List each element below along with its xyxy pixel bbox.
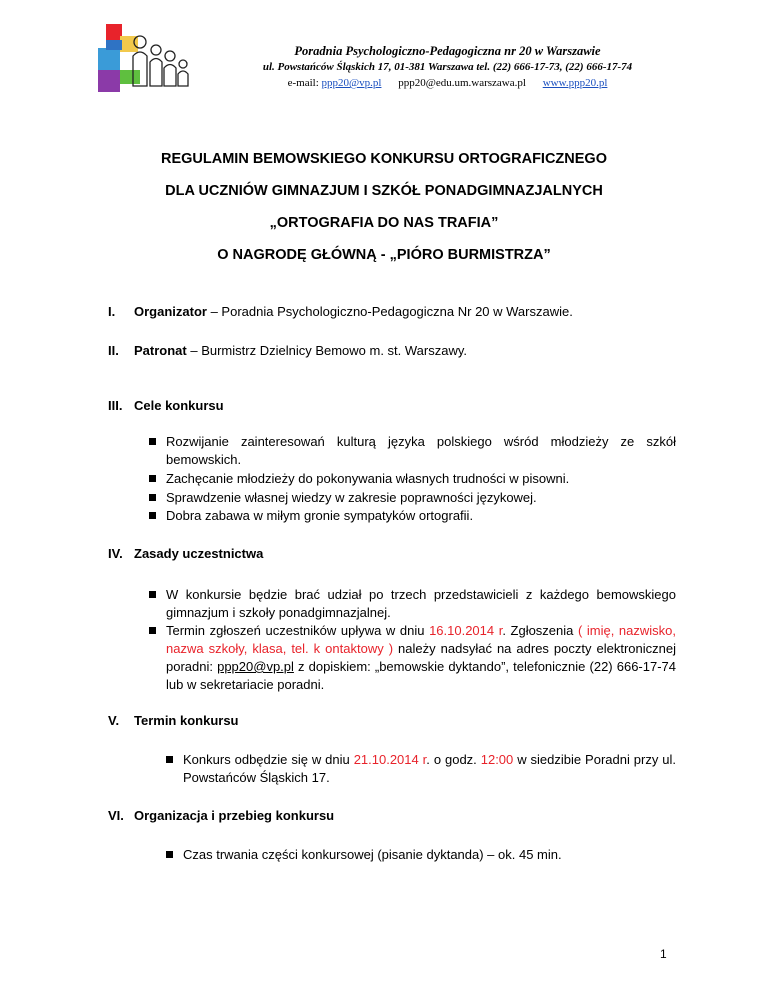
list-item-text: Zachęcanie młodzieży do pokonywania własnych trudności w pisowni. bbox=[166, 471, 570, 486]
bullet-icon bbox=[166, 851, 173, 858]
document-title-3: „ORTOGRAFIA DO NAS TRAFIA” bbox=[269, 215, 499, 231]
section-number: VI. bbox=[108, 808, 124, 823]
bullet-icon bbox=[149, 438, 156, 445]
list-item bbox=[166, 622, 676, 694]
section-number: III. bbox=[108, 398, 123, 413]
email-link[interactable]: ppp20@vp.pl bbox=[321, 77, 382, 89]
section-participation bbox=[108, 546, 263, 561]
list-item-text: Rozwijanie zainteresowań kulturą języka polskiego wśród młodzieży ze szkół bemowskich. bbox=[166, 434, 676, 467]
bullet-icon bbox=[149, 627, 156, 634]
text-part: w siedzibie Poradni przy ul. Powstańców Śląskich 17. bbox=[183, 752, 676, 785]
section-organizer bbox=[108, 304, 573, 319]
section-title: Organizacja i przebieg konkursu bbox=[134, 808, 335, 823]
institution-address: ul. Powstańców Śląskich 17, 01-381 Warszawa tel. (22) 666-17-73, (22) 666-17-74 bbox=[262, 61, 633, 73]
list-item-text: Dobra zabawa w miłym gronie sympatyków ortografii. bbox=[166, 508, 474, 523]
section-patronage bbox=[108, 343, 467, 358]
section-goals bbox=[108, 398, 224, 413]
list-item bbox=[183, 846, 676, 864]
document-title-4: O NAGRODĘ GŁÓWNĄ - „PIÓRO BURMISTRZA” bbox=[217, 247, 551, 263]
bullet-icon bbox=[149, 475, 156, 482]
document-title-2: DLA UCZNIÓW GIMNAZJUM I SZKÓŁ PONADGIMNAZJALNYCH bbox=[165, 183, 603, 199]
list-item bbox=[166, 586, 676, 622]
section-title: Zasady uczestnictwa bbox=[134, 546, 264, 561]
bullet-icon bbox=[149, 494, 156, 501]
section-number: II. bbox=[108, 343, 119, 358]
list-item bbox=[166, 470, 676, 488]
bullet-icon bbox=[149, 591, 156, 598]
page-number: 1 bbox=[660, 947, 667, 961]
section-number: V. bbox=[108, 713, 120, 728]
contest-date: 21.10.2014 r bbox=[353, 752, 427, 767]
list-item bbox=[166, 507, 676, 525]
section-number: IV. bbox=[108, 546, 123, 561]
text-part: Termin zgłoszeń uczestników upływa w dniu bbox=[166, 623, 430, 638]
contest-time: 12:00 bbox=[480, 752, 514, 767]
section-title: Patronat bbox=[134, 343, 187, 358]
section-text: – Poradnia Psychologiczno-Pedagogiczna Nr 20 w Warszawie. bbox=[206, 304, 573, 319]
document-title-1: REGULAMIN BEMOWSKIEGO KONKURSU ORTOGRAFICZNEGO bbox=[160, 151, 607, 167]
list-item-text: W konkursie będzie brać udział po trzech przedstawicieli z każdego bemowskiego gimnazjum i szkoły ponadgimnazjalnej. bbox=[166, 587, 676, 620]
bullet-icon bbox=[166, 756, 173, 763]
section-text: – Burmistrz Dzielnicy Bemowo m. st. Warszawy. bbox=[186, 343, 468, 358]
section-number: I. bbox=[108, 304, 116, 319]
email-label: e-mail: bbox=[287, 77, 319, 89]
text-part: z dopiskiem: „bemowskie dyktando”, telefonicznie (22) 666-17-74 lub w sekretariacie poradni. bbox=[166, 659, 676, 692]
contact-email-link[interactable]: ppp20@vp.pl bbox=[217, 659, 294, 674]
section-title: Cele konkursu bbox=[134, 398, 224, 413]
text-part: należy nadsyłać na adres poczty elektronicznej poradni: bbox=[166, 641, 676, 674]
list-item bbox=[166, 433, 676, 469]
website-link[interactable]: www.ppp20.pl bbox=[542, 77, 608, 89]
text-part: . Zgłoszenia bbox=[502, 623, 574, 638]
deadline-date: 16.10.2014 r bbox=[429, 623, 503, 638]
required-info: ( imię, nazwisko, nazwa szkoły, klasa, tel. k ontaktowy ) bbox=[166, 623, 677, 656]
bullet-icon bbox=[149, 512, 156, 519]
institution-name: Poradnia Psychologiczno-Pedagogiczna nr 20 w Warszawie bbox=[294, 44, 601, 58]
list-item-text: Sprawdzenie własnej wiedzy w zakresie poprawności językowej. bbox=[166, 490, 537, 505]
list-item-text: Czas trwania części konkursowej (pisanie dyktanda) – ok. 45 min. bbox=[183, 847, 562, 862]
section-title: Organizator bbox=[134, 304, 207, 319]
contact-line bbox=[215, 77, 680, 89]
section-organization bbox=[108, 808, 334, 823]
section-title: Termin konkursu bbox=[134, 713, 239, 728]
section-date bbox=[108, 713, 239, 728]
logo bbox=[92, 18, 192, 98]
email-secondary: ppp20@edu.um.warszawa.pl bbox=[398, 77, 526, 89]
list-item bbox=[183, 751, 676, 787]
text-part: . o godz. bbox=[426, 752, 481, 767]
list-item bbox=[166, 489, 676, 507]
text-part: Konkurs odbędzie się w dniu bbox=[183, 752, 354, 767]
